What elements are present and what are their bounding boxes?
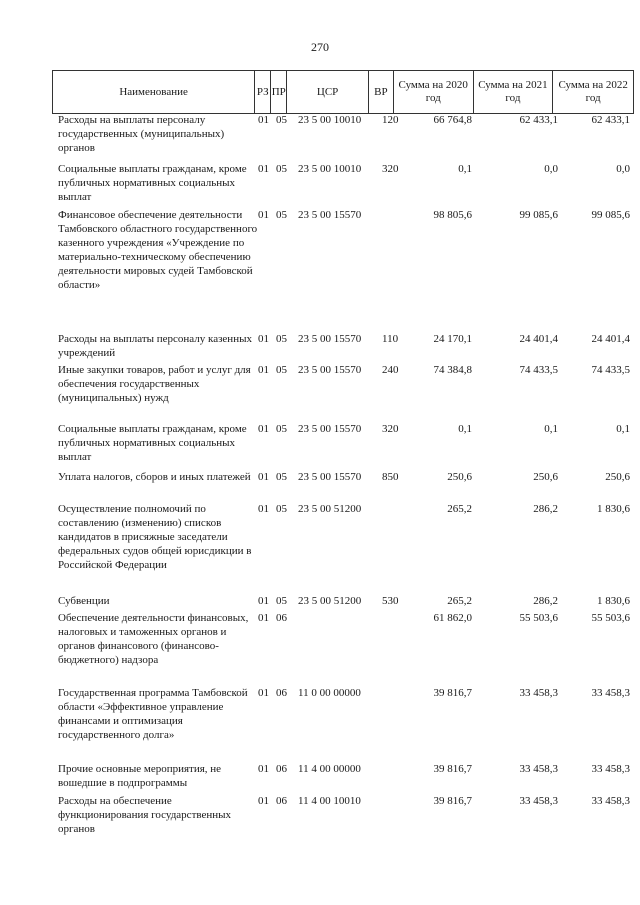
row-sum-2021: 74 433,5: [519, 364, 558, 376]
row-sum-2020: 74 384,8: [433, 364, 472, 376]
row-sum-2022: 1 830,6: [597, 595, 630, 607]
row-sum-2020: 265,2: [447, 595, 472, 607]
row-vr: 850: [382, 471, 399, 483]
row-sum-2021: 24 401,4: [519, 333, 558, 345]
row-sum-2021: 33 458,3: [519, 763, 558, 775]
row-sum-2022: 55 503,6: [591, 612, 630, 624]
row-sum-2020: 61 862,0: [433, 612, 472, 624]
row-name: Субвенции: [58, 595, 110, 607]
row-pr: 06: [276, 687, 287, 699]
row-csr: 23 5 00 15570: [298, 209, 362, 221]
row-csr: 11 4 00 00000: [298, 763, 361, 775]
row-sum-2020: 265,2: [447, 503, 472, 515]
row-sum-2021: 99 085,6: [519, 209, 558, 221]
page-number: 270: [311, 40, 329, 54]
header-csr: ЦСР: [287, 71, 369, 113]
row-sum-2021: 250,6: [533, 471, 558, 483]
row-vr: 320: [382, 423, 399, 435]
row-rz: 01: [258, 209, 269, 221]
row-sum-2021: 33 458,3: [519, 687, 558, 699]
row-rz: 01: [258, 595, 269, 607]
row-sum-2022: 0,1: [616, 423, 630, 435]
row-csr: 23 5 00 51200: [298, 503, 362, 515]
header-sum-2021: Сумма на 2021 год: [474, 71, 554, 113]
row-name: Прочие основные мероприятия, не вошедшие в подпрограммы: [58, 763, 222, 789]
row-pr: 06: [276, 795, 287, 807]
row-sum-2020: 24 170,1: [433, 333, 472, 345]
row-csr: 23 5 00 10010: [298, 163, 362, 175]
row-sum-2021: 0,0: [544, 163, 558, 175]
row-csr: 23 5 00 10010: [298, 114, 362, 126]
row-csr: 23 5 00 15570: [298, 364, 362, 376]
row-pr: 05: [276, 503, 287, 515]
row-name: Иные закупки товаров, работ и услуг для обеспечения государственных (муниципальных) нужд: [58, 364, 251, 404]
row-sum-2022: 1 830,6: [597, 503, 630, 515]
row-rz: 01: [258, 763, 269, 775]
row-pr: 05: [276, 333, 287, 345]
row-name: Финансовое обеспечение деятельности Тамбовского областного государственного казенного учреждения «Учреждение по материально-техническому обеспечению деятельности мировых судей Тамбовской области»: [58, 209, 258, 291]
header-vr: ВР: [369, 71, 394, 113]
row-name: Социальные выплаты гражданам, кроме публичных нормативных социальных выплат: [58, 163, 247, 203]
row-vr: 240: [382, 364, 399, 376]
row-sum-2022: 0,0: [616, 163, 630, 175]
row-name: Осуществление полномочий по составлению (изменению) списков кандидатов в присяжные заседатели федеральных судов общей юрисдикции в Российской Федерации: [58, 503, 252, 571]
row-name: Обеспечение деятельности финансовых, налоговых и таможенных органов и органов финансового (финансово-бюджетного) надзора: [58, 612, 249, 666]
row-sum-2021: 286,2: [533, 503, 558, 515]
row-csr: 23 5 00 51200: [298, 595, 362, 607]
row-pr: 05: [276, 209, 287, 221]
header-pr: ПР: [271, 71, 287, 113]
row-sum-2022: 33 458,3: [591, 763, 630, 775]
row-sum-2020: 66 764,8: [433, 114, 472, 126]
row-sum-2022: 250,6: [605, 471, 630, 483]
row-pr: 06: [276, 612, 287, 624]
row-pr: 05: [276, 471, 287, 483]
row-csr: 11 0 00 00000: [298, 687, 361, 699]
row-pr: 05: [276, 595, 287, 607]
row-rz: 01: [258, 471, 269, 483]
row-pr: 06: [276, 763, 287, 775]
table-header: [52, 70, 634, 114]
row-rz: 01: [258, 503, 269, 515]
row-rz: 01: [258, 333, 269, 345]
row-pr: 05: [276, 364, 287, 376]
row-vr: 110: [382, 333, 399, 345]
row-sum-2022: 33 458,3: [591, 687, 630, 699]
row-sum-2021: 33 458,3: [519, 795, 558, 807]
row-pr: 05: [276, 114, 287, 126]
row-rz: 01: [258, 163, 269, 175]
row-sum-2022: 62 433,1: [591, 114, 630, 126]
row-rz: 01: [258, 795, 269, 807]
row-sum-2021: 55 503,6: [519, 612, 558, 624]
row-sum-2020: 0,1: [458, 423, 472, 435]
row-name: Уплата налогов, сборов и иных платежей: [58, 471, 251, 483]
row-sum-2022: 24 401,4: [591, 333, 630, 345]
row-sum-2020: 39 816,7: [433, 687, 472, 699]
header-name: Наименование: [53, 71, 255, 113]
row-rz: 01: [258, 364, 269, 376]
row-name: Государственная программа Тамбовской области «Эффективное управление финансами и оптимизация государственного долга»: [58, 687, 248, 741]
row-sum-2021: 0,1: [544, 423, 558, 435]
row-pr: 05: [276, 423, 287, 435]
row-sum-2022: 74 433,5: [591, 364, 630, 376]
row-sum-2022: 99 085,6: [591, 209, 630, 221]
row-sum-2020: 98 805,6: [433, 209, 472, 221]
row-name: Расходы на выплаты персоналу казенных учреждений: [58, 333, 252, 359]
row-vr: 530: [382, 595, 399, 607]
row-sum-2020: 39 816,7: [433, 795, 472, 807]
row-vr: 120: [382, 114, 399, 126]
row-sum-2021: 286,2: [533, 595, 558, 607]
row-rz: 01: [258, 612, 269, 624]
header-rz: РЗ: [255, 71, 271, 113]
row-vr: 320: [382, 163, 399, 175]
row-csr: 11 4 00 10010: [298, 795, 361, 807]
row-sum-2020: 250,6: [447, 471, 472, 483]
header-sum-2020: Сумма на 2020 год: [394, 71, 474, 113]
row-sum-2020: 39 816,7: [433, 763, 472, 775]
row-rz: 01: [258, 423, 269, 435]
row-sum-2020: 0,1: [458, 163, 472, 175]
row-csr: 23 5 00 15570: [298, 333, 362, 345]
row-sum-2021: 62 433,1: [519, 114, 558, 126]
row-rz: 01: [258, 114, 269, 126]
row-pr: 05: [276, 163, 287, 175]
row-name: Социальные выплаты гражданам, кроме публичных нормативных социальных выплат: [58, 423, 247, 463]
row-sum-2022: 33 458,3: [591, 795, 630, 807]
row-csr: 23 5 00 15570: [298, 471, 362, 483]
row-csr: 23 5 00 15570: [298, 423, 362, 435]
row-name: Расходы на обеспечение функционирования государственных органов: [58, 795, 232, 835]
header-sum-2022: Сумма на 2022 год: [558, 79, 628, 104]
row-name: Расходы на выплаты персоналу государственных (муниципальных) органов: [58, 114, 225, 154]
row-rz: 01: [258, 687, 269, 699]
